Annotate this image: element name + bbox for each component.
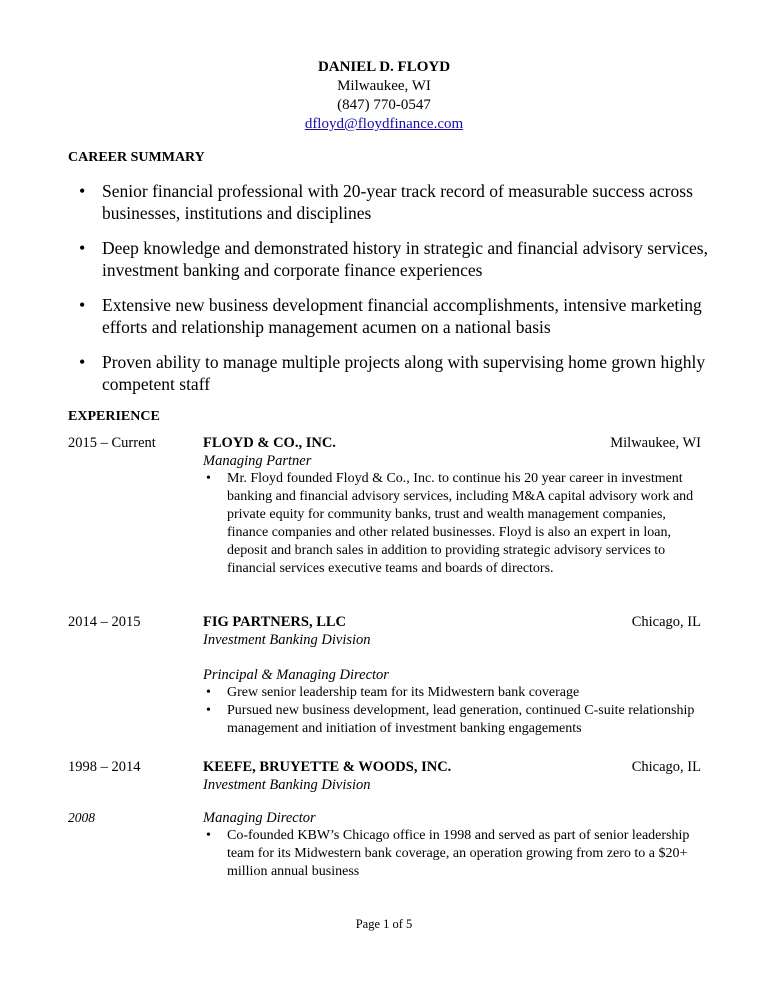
job-bullets <box>203 827 703 881</box>
job-bullet: • Co-founded KBW’s Chicago office in 1998 and served as part of senior leadership team for its Midwestern bank coverage, an operation growing from zero to a $20+ million annual business <box>203 827 703 881</box>
job-bullet: • Mr. Floyd founded Floyd & Co., Inc. to continue his 20 year career in investment banking and financial advisory services, including M&A capital advisory work and private equity for community banks, trust and wealth management companies, finance companies and other related businesses. Floyd is also an expert in loan, deposit and branch sales in addition to providing strategic advisory services to financial services executive teams and boards of directors. <box>203 470 703 578</box>
candidate-name: DANIEL D. FLOYD <box>317 59 451 75</box>
job-bullets <box>203 470 703 578</box>
job-location: Chicago, IL <box>631 759 701 775</box>
job-bullet: • Pursued new business development, lead generation, continued C-suite relationship management and initiation of investment banking engagements <box>203 702 703 738</box>
job-dates: 2014 – 2015 <box>68 614 141 630</box>
job-location: Milwaukee, WI <box>610 435 701 451</box>
job-location: Chicago, IL <box>631 614 701 630</box>
summary-item: • Deep knowledge and demonstrated history in strategic and financial advisory services, investment banking and corporate finance experiences <box>68 237 708 281</box>
contact-header <box>0 58 768 134</box>
summary-item: • Extensive new business development financial accomplishments, intensive marketing efforts and relationship management acumen on a national basis <box>68 294 708 338</box>
role-date: 2008 <box>68 810 95 825</box>
candidate-city: Milwaukee, WI <box>337 78 431 94</box>
job-role: Principal & Managing Director <box>203 667 389 683</box>
experience-heading: EXPERIENCE <box>68 409 160 424</box>
job-dates: 2015 – Current <box>68 435 156 451</box>
job-division: Investment Banking Division <box>203 777 371 793</box>
job-company: FLOYD & CO., INC. <box>203 435 336 451</box>
job-bullets <box>203 684 703 738</box>
job-division: Investment Banking Division <box>203 632 371 648</box>
career-summary-heading: CAREER SUMMARY <box>68 150 205 165</box>
job-company: FIG PARTNERS, LLC <box>203 614 347 630</box>
job-bullet: • Grew senior leadership team for its Midwestern bank coverage <box>203 684 703 702</box>
candidate-email-link[interactable]: dfloyd@floydfinance.com <box>304 116 464 132</box>
page-number: Page 1 of 5 <box>355 917 413 931</box>
candidate-phone: (847) 770-0547 <box>337 97 431 113</box>
summary-item: • Senior financial professional with 20-year track record of measurable success across businesses, institutions and disciplines <box>68 180 708 224</box>
job-company: KEEFE, BRUYETTE & WOODS, INC. <box>203 759 452 775</box>
career-summary-list <box>68 180 708 408</box>
summary-item: • Proven ability to manage multiple projects along with supervising home grown highly competent staff <box>68 351 708 395</box>
job-role: Managing Director <box>203 810 316 826</box>
job-dates: 1998 – 2014 <box>68 759 141 775</box>
job-role: Managing Partner <box>203 453 312 469</box>
